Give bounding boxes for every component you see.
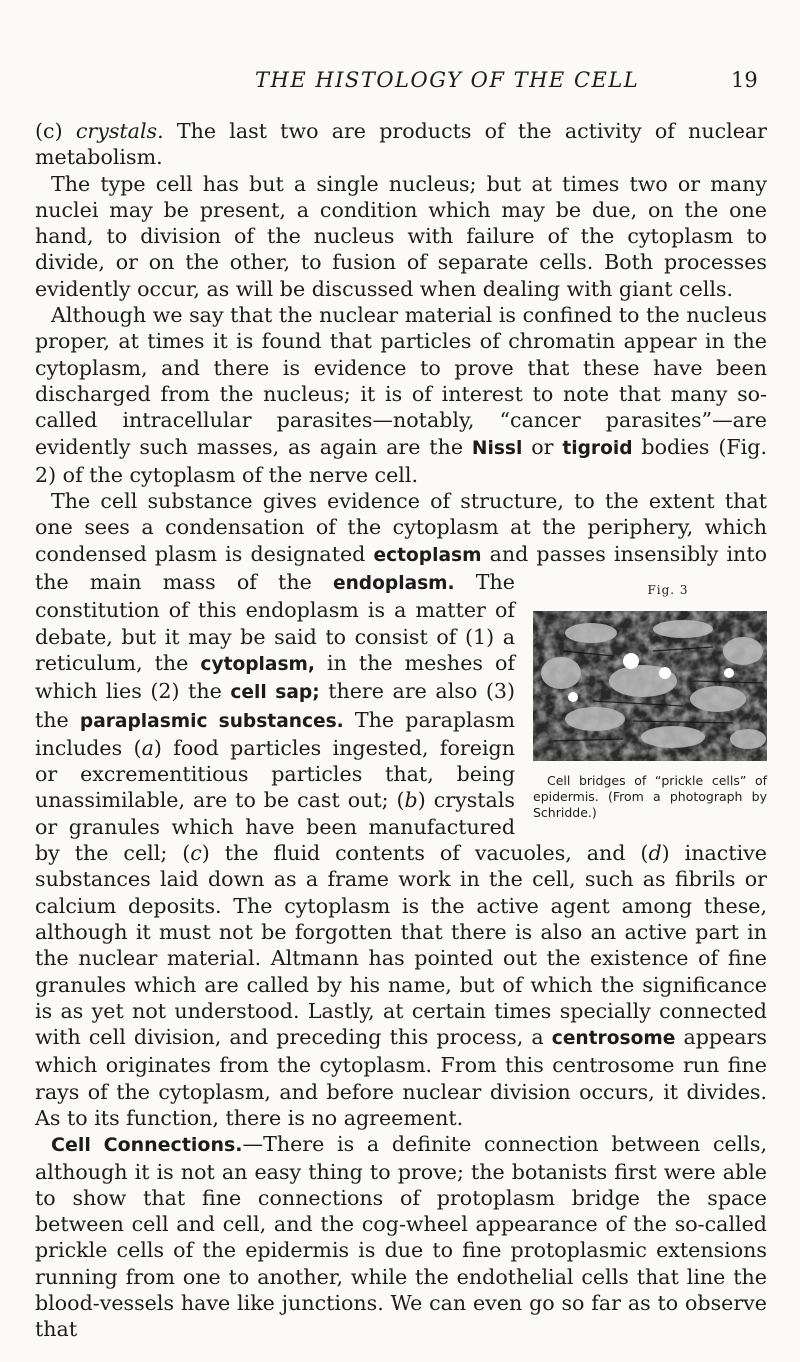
term-cell-sap: cell sap; bbox=[230, 682, 320, 704]
section-heading: Cell Connections. bbox=[51, 1134, 243, 1157]
paragraph-crystals bbox=[35, 118, 767, 171]
paragraph-text: ) crystals or granules which have been manufactured by the cell; ( bbox=[35, 788, 515, 866]
paragraph-text: —There is a definite connection between cells, although it is not an easy thing to prove; the botanists first were able to show that fine connections of protoplasm bridge the space between cell and cell, and the cog-wheel appearance of the so-called prickle cells of the epidermis is due to fine protoplasmic extensions running from one to another, while the endothelial cells that line the blood-vessels have like junctions. We can even go so far as to observe that bbox=[35, 1132, 767, 1342]
paragraph-text: or bbox=[522, 434, 563, 459]
micrograph-prickle-cells-image bbox=[533, 611, 767, 761]
page-header bbox=[0, 62, 800, 102]
list-letter-d: d bbox=[648, 841, 662, 866]
figure-label: Fig. 3 bbox=[647, 583, 689, 598]
paragraph-text: The cell substance gives evidence of structure, to the extent that one sees a condensation of the cytoplasm at the periphery, which condensed plasm is designated bbox=[35, 489, 767, 566]
paragraph-text: Although we say that the nuclear material is confined to the nucleus proper, at times it is found that particles of chromatin appear in the cytoplasm, and there is evidence to prove that these have been discharged from the nucleus; it is of interest to note that many so-called intracellular parasites—notably, “cancer parasites”—are evidently such masses, as again are the bbox=[35, 303, 767, 459]
page-number: 19 bbox=[731, 68, 758, 92]
term-endoplasm: endoplasm. bbox=[332, 573, 455, 595]
list-letter-a: a bbox=[141, 735, 154, 760]
paragraph-nuclei bbox=[35, 171, 767, 302]
paragraph-text: there are also (3) the bbox=[35, 679, 515, 732]
list-letter-b: b bbox=[404, 788, 418, 813]
paragraph-text: ) inactive substances laid down as a frame work in the cell, such as fibrils or calcium deposits. The cytoplasm is the active agent among these, although it must not be forgotten that there is also an active part in the nuclear material. Altmann has pointed out the existence of fine granules which are called by his name, but of which the significance is as yet not understood. Lastly, at certain times specially connected with cell division, and preceding this process, a bbox=[35, 841, 767, 1050]
paragraph-text: The type cell has but a single nucleus; but at times two or many nuclei may be present, a condition which may be due, on the one hand, to division of the nucleus with failure of the cytoplasm to divide, or on the other, to fusion of separate cells. Both processes evidently occur, as will be discussed when dealing with giant cells. bbox=[35, 171, 767, 301]
running-title: THE HISTOLOGY OF THE CELL bbox=[255, 68, 640, 92]
term-tigroid: tigroid bbox=[562, 437, 633, 459]
paragraph-text: bodies (Fig. 2) of the cytoplasm of the nerve cell. bbox=[35, 434, 767, 487]
term-centrosome: centrosome bbox=[551, 1028, 676, 1050]
paragraph-structure bbox=[35, 488, 767, 1131]
term-ectoplasm: ectoplasm bbox=[373, 544, 482, 566]
paragraph-text: The last two are products of the activity of nuclear metabolism. bbox=[35, 119, 768, 170]
list-letter-c: c bbox=[190, 841, 202, 866]
term-cytoplasm: cytoplasm, bbox=[200, 653, 315, 675]
paragraph-text: The paraplasm includes ( bbox=[35, 707, 515, 760]
item-term: crystals. bbox=[75, 119, 164, 143]
figure-caption: Cell bridges of “prickle cells” of epidermis. (From a photograph by Schridde.) bbox=[533, 773, 767, 821]
term-nissl: Nissl bbox=[471, 437, 523, 459]
item-label: (c) bbox=[35, 119, 63, 143]
body-text bbox=[35, 118, 767, 1343]
paragraph-text: in the meshes of which lies (2) the bbox=[35, 650, 516, 704]
paragraph-text: ) food particles ingested, foreign or excrementitious particles that, being unassimilable, are to be cast out; ( bbox=[35, 735, 515, 813]
term-paraplasmic: paraplasmic substances. bbox=[79, 710, 344, 732]
paragraph-text: appears which originates from the cytoplasm. From this centrosome run fine rays of the cytoplasm, and before nuclear division occurs, it divides. As to its function, there is no agreement. bbox=[35, 1025, 767, 1130]
paragraph-text: ) the fluid contents of vacuoles, and ( bbox=[201, 841, 649, 866]
paragraph-cell-connections bbox=[35, 1131, 767, 1342]
paragraph-chromatin bbox=[35, 302, 767, 488]
paragraph-text: and passes insensibly into the main mass of the bbox=[35, 541, 767, 595]
figure-3 bbox=[533, 577, 767, 821]
paragraph-text: The constitution of this endoplasm is a matter of debate, but it may be said to consist of (1) a reticulum, the bbox=[35, 570, 515, 675]
